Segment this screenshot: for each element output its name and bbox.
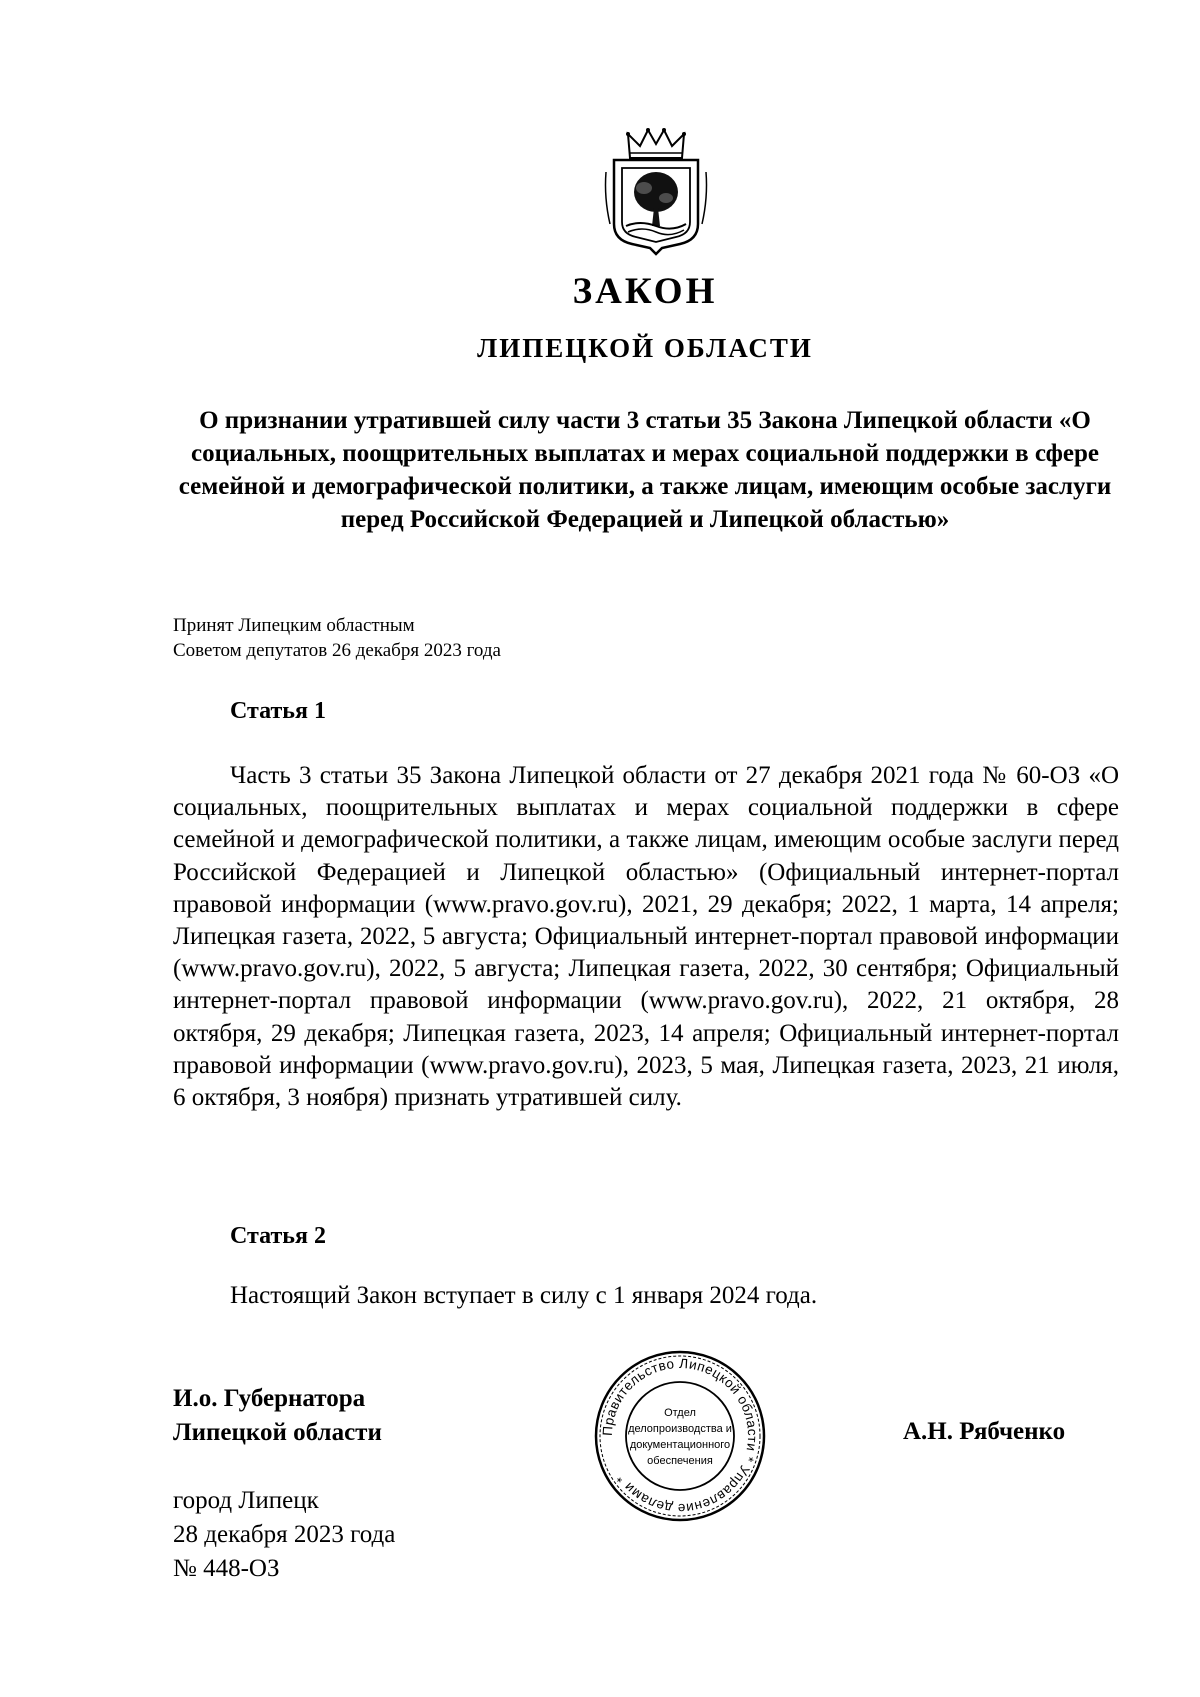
official-stamp	[590, 1346, 770, 1526]
article-1-body: Часть 3 статьи 35 Закона Липецкой области от 27 декабря 2021 года № 60-ОЗ «О социальных, поощрительных выплатах и мерах социальной поддержки в сфере семейной и демографической политики, а также лицам, имеющим особые заслуги перед Российской Федерацией и Липецкой областью» (Официальный интернет-портал правовой информации (www.pravo.gov.ru), 2021, 29 декабря; 2022, 1 марта, 14 апреля; Липецкая газета, 2022, 5 августа; Официальный интернет-портал правовой информации (www.pravo.gov.ru), 2022, 5 августа; Липецкая газета, 2022, 30 сентября; Официальный интернет-портал правовой информации (www.pravo.gov.ru), 2022, 21 октября, 28 октября, 29 декабря; Липецкая газета, 2023, 14 апреля; Официальный интернет-портал правовой информации (www.pravo.gov.ru), 2023, 5 мая, Липецкая газета, 2023, 21 июля, 6 октября, 3 ноября) признать утратившей силу.	[173, 762, 1119, 1112]
document-footer	[173, 1484, 395, 1586]
stamp-inner-line-4: обеспечения	[647, 1455, 713, 1467]
stamp-outer-text: Правительство Липецкой области * Управление делами *	[599, 1355, 761, 1517]
coat-of-arms-emblem	[600, 128, 712, 256]
signatory-position	[173, 1382, 382, 1450]
article-2-title: Статья 2	[230, 1223, 326, 1249]
document-region: ЛИПЕЦКОЙ ОБЛАСТИ	[477, 333, 813, 363]
footer-city: город Липецк	[173, 1487, 319, 1514]
article-1-title: Статья 1	[230, 698, 326, 724]
signatory-position-line-2: Липецкой области	[173, 1419, 382, 1446]
stamp-inner-line-2: делопроизводства и	[628, 1423, 732, 1435]
stamp-inner-line-1: Отдел	[664, 1407, 696, 1419]
law-heading: О признании утратившей силу части 3 статьи 35 Закона Липецкой области «О социальных, поощрительных выплатах и мерах социальной поддержки в сфере семейной и демографической политики, а также лицам, имеющим особые заслуги перед Российской Федерацией и Липецкой областью»	[178, 407, 1112, 533]
adoption-note	[173, 613, 501, 663]
svg-text:Правительство Липецкой области	[600, 1356, 760, 1516]
signatory-name: А.Н. Рябченко	[903, 1418, 1066, 1445]
footer-number: № 448-ОЗ	[173, 1555, 280, 1582]
adoption-line-2: Советом депутатов 26 декабря 2023 года	[173, 640, 501, 661]
footer-date: 28 декабря 2023 года	[173, 1521, 396, 1548]
article-2-body: Настоящий Закон вступает в силу с 1 января 2024 года.	[230, 1282, 818, 1309]
adoption-line-1: Принят Липецким областным	[173, 615, 415, 636]
document-title: ЗАКОН	[572, 271, 718, 312]
stamp-inner-line-3: документационного	[629, 1439, 731, 1451]
signatory-position-line-1: И.о. Губернатора	[173, 1385, 366, 1412]
